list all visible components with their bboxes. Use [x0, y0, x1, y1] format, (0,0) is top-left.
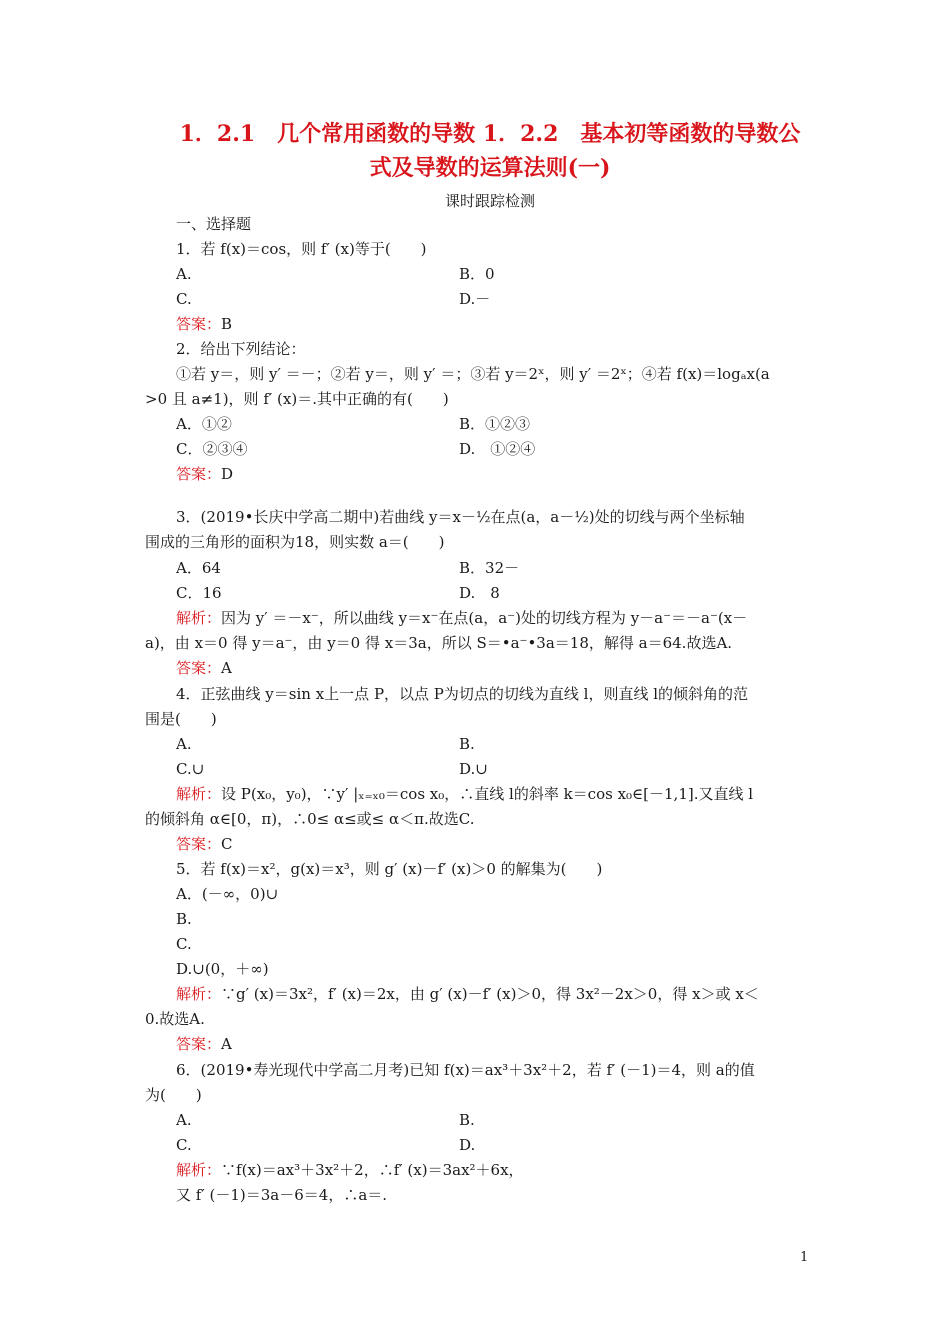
label-prefix: 解析：: [176, 609, 222, 627]
text-line: D.∪: [459, 760, 488, 778]
text-line: C.: [176, 1136, 192, 1154]
text-line: 一、选择题: [176, 215, 252, 233]
label-prefix: 答案：: [176, 835, 222, 853]
text-line: C．②③④: [176, 440, 248, 458]
text-line: C.∪: [176, 760, 205, 778]
title-line-2: 式及导数的运算法则(一): [369, 155, 611, 181]
text-line: A.: [176, 1111, 192, 1129]
text-line: D.: [459, 1136, 476, 1154]
page-number: 1: [800, 1250, 809, 1265]
text-line: A．(－∞，0)∪: [176, 885, 279, 903]
text-line: 解析：∵g′ (x)＝3x²，f′ (x)＝2x，由 g′ (x)－f′ (x)＞0，得 3x²－2x＞0，得 x＞或 x＜: [176, 985, 759, 1003]
text-line: D.∪(0，＋∞): [176, 960, 269, 978]
text-line: 解析：设 P(x₀，y₀)，∵y′ |ₓ₌ₓ₀＝cos x₀，∴直线 l的斜率 k＝cos x₀∈[－1,1].又直线 l: [176, 785, 754, 803]
text-line: 答案：A: [176, 659, 232, 677]
text-line: C．16: [176, 584, 222, 602]
text-line: 3．(2019•长庆中学高二期中)若曲线 y＝x－½在点(a，a－½)处的切线与两个坐标轴: [176, 508, 745, 526]
text-line: 答案：D: [176, 465, 234, 483]
text-line: 围是( ): [145, 710, 217, 728]
label-prefix: 答案：: [176, 315, 222, 333]
text-line: >0 且 a≠1)，则 f′ (x)＝.其中正确的有( ): [145, 390, 449, 408]
text-line: D. 8: [459, 584, 500, 602]
label-prefix: 答案：: [176, 465, 222, 483]
text-line: 解析：因为 y′ ＝－x⁻，所以曲线 y＝x⁻在点(a，a⁻)处的切线方程为 y－a⁻＝－a⁻(x－: [176, 609, 748, 627]
text-line: 5．若 f(x)＝x²，g(x)＝x³，则 g′ (x)－f′ (x)＞0 的解集为( ): [176, 860, 603, 878]
text-line: 为( ): [145, 1086, 202, 1104]
text-line: 解析：∵f(x)＝ax³＋3x²＋2，∴f′ (x)＝3ax²＋6x，: [176, 1161, 524, 1179]
text-line: C.: [176, 290, 192, 308]
text-line: B．0: [459, 265, 495, 283]
text-line: 0.故选A.: [145, 1010, 205, 1028]
text-line: A.: [176, 265, 192, 283]
text-line: D. ①②④: [459, 440, 536, 458]
text-line: B.: [176, 910, 192, 928]
text-line: 答案：B: [176, 315, 233, 333]
text-line: 答案：C: [176, 835, 233, 853]
label-prefix: 答案：: [176, 1035, 222, 1053]
label-prefix: 解析：: [176, 785, 222, 803]
text-line: A．①②: [176, 415, 232, 433]
text-line: C.: [176, 935, 192, 953]
text-line: 答案：A: [176, 1035, 232, 1053]
text-line: B．①②③: [459, 415, 531, 433]
text-line: B.: [459, 1111, 475, 1129]
text-line: D.－: [459, 290, 491, 308]
label-prefix: 答案：: [176, 659, 222, 677]
text-line: 4．正弦曲线 y＝sin x上一点 P，以点 P为切点的切线为直线 l，则直线 l的倾斜角的范: [176, 685, 749, 703]
text-line: 1．若 f(x)＝cos，则 f′ (x)等于( ): [176, 240, 427, 258]
text-line: B．32－: [459, 559, 520, 577]
text-line: ①若 y＝，则 y′ ＝－；②若 y＝，则 y′ ＝；③若 y＝2ˣ，则 y′ ＝2ˣ；④若 f(x)＝logₐx(a: [176, 365, 770, 383]
text-line: 2．给出下列结论：: [176, 340, 306, 358]
text-line: 6．(2019•寿光现代中学高二月考)已知 f(x)＝ax³＋3x²＋2，若 f′ (－1)＝4，则 a的值: [176, 1061, 755, 1079]
label-prefix: 解析：: [176, 985, 222, 1003]
text-line: 围成的三角形的面积为18，则实数 a＝( ): [145, 533, 445, 551]
text-line: A．64: [176, 559, 221, 577]
subtitle: 课时跟踪检测: [444, 192, 535, 210]
label-prefix: 解析：: [176, 1161, 222, 1179]
text-line: 又 f′ (－1)＝3a－6＝4，∴a＝.: [176, 1186, 388, 1204]
text-line: 的倾斜角 α∈[0，π)，∴0≤ α≤或≤ α＜π.故选C.: [145, 810, 475, 828]
title-line-1: 1．2.1 几个常用函数的导数 1．2.2 基本初等函数的导数公: [179, 121, 801, 147]
text-line: B.: [459, 735, 475, 753]
text-line: a)，由 x＝0 得 y＝a⁻，由 y＝0 得 x＝3a，所以 S＝•a⁻•3a＝18，解得 a＝64.故选A.: [145, 634, 733, 652]
text-line: A.: [176, 735, 192, 753]
